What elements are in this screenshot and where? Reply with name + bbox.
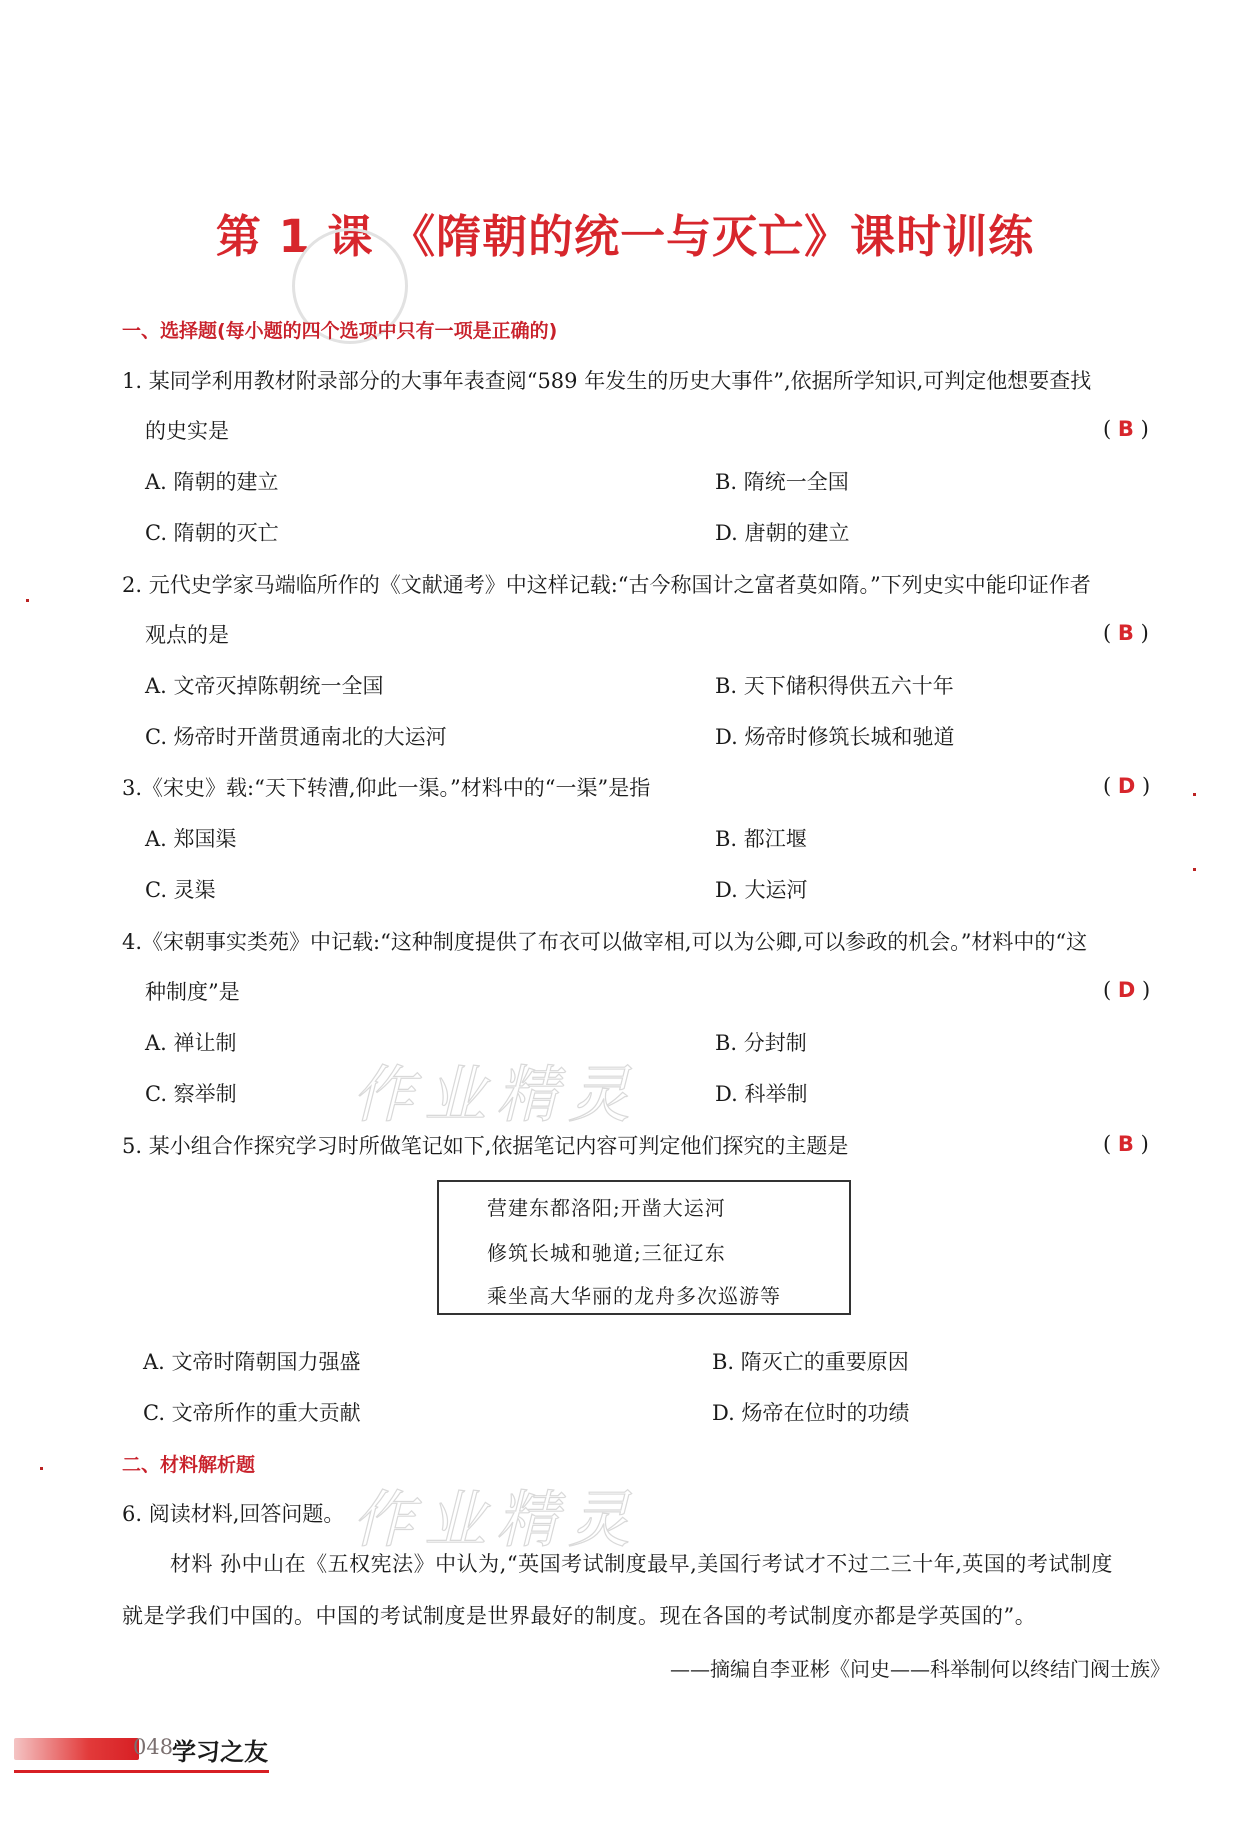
option-b: B. 分封制 [715, 1031, 807, 1055]
footer-rule [14, 1770, 269, 1773]
question-2-answer: ( B ) [1103, 621, 1149, 645]
material-text: 材料 孙中山在《五权宪法》中认为,“英国考试制度最早,美国行考试才不过二三十年,英国的考试制度 [170, 1552, 1113, 1576]
watermark-text: 作业精灵 [352, 1483, 641, 1556]
section-heading-material: 二、材料解析题 [122, 1454, 256, 1476]
option-b: B. 天下储积得供五六十年 [715, 674, 954, 698]
footer-brand: 学习之友 [172, 1737, 268, 1766]
option-d: D. 炀帝时修筑长城和驰道 [715, 725, 955, 749]
option-b: B. 都江堰 [715, 827, 807, 851]
option-c: C. 察举制 [145, 1082, 237, 1106]
question-5-answer: ( B ) [1103, 1132, 1149, 1156]
question-1-text-cont: 的史实是 [145, 419, 229, 443]
option-b: B. 隋统一全国 [715, 470, 849, 494]
page-title: 第 1 课 《隋朝的统一与灭亡》课时训练 [215, 210, 1035, 263]
footer-decoration [14, 1738, 139, 1760]
answer-letter: D [1117, 978, 1136, 1002]
answer-letter: D [1117, 774, 1136, 798]
note-line: 修筑长城和驰道;三征辽东 [487, 1241, 726, 1265]
material-text-cont: 就是学我们中国的。中国的考试制度是世界最好的制度。现在各国的考试制度亦都是学英国的”。 [122, 1604, 1037, 1628]
option-b: B. 隋灭亡的重要原因 [712, 1350, 909, 1374]
question-4-answer: ( D ) [1103, 978, 1151, 1002]
option-d: D. 科举制 [715, 1082, 808, 1106]
option-a: A. 郑国渠 [145, 827, 237, 851]
scan-mark [26, 599, 29, 602]
question-2-text-cont: 观点的是 [145, 623, 229, 647]
question-6-text: 6. 阅读材料,回答问题。 [122, 1502, 345, 1526]
answer-letter: B [1117, 1132, 1134, 1156]
question-4-text-cont: 种制度”是 [145, 980, 240, 1004]
scan-mark [1193, 868, 1196, 871]
question-3-text: 3.《宋史》载:“天下转漕,仰此一渠。”材料中的“一渠”是指 [122, 776, 651, 800]
option-c: C. 炀帝时开凿贯通南北的大运河 [145, 725, 447, 749]
option-a: A. 隋朝的建立 [145, 470, 279, 494]
option-d: D. 炀帝在位时的功绩 [712, 1401, 910, 1425]
material-source: ——摘编自李亚彬《问史——科举制何以终结门阀士族》 [670, 1657, 1170, 1681]
option-a: A. 文帝灭掉陈朝统一全国 [145, 674, 384, 698]
option-d: D. 唐朝的建立 [715, 521, 850, 545]
question-2-text: 2. 元代史学家马端临所作的《文献通考》中这样记载:“古今称国计之富者莫如隋。”下列史实中能印证作者 [122, 573, 1091, 597]
option-a: A. 文帝时隋朝国力强盛 [143, 1350, 361, 1374]
question-5-text: 5. 某小组合作探究学习时所做笔记如下,依据笔记内容可判定他们探究的主题是 [122, 1134, 849, 1158]
question-4-text: 4.《宋朝事实类苑》中记载:“这种制度提供了布衣可以做宰相,可以为公卿,可以参政的机会。”材料中的“这 [122, 930, 1088, 954]
note-line: 营建东都洛阳;开凿大运河 [487, 1196, 726, 1220]
option-d: D. 大运河 [715, 878, 808, 902]
scan-mark [1193, 793, 1196, 796]
answer-letter: B [1117, 621, 1134, 645]
option-a: A. 禅让制 [145, 1031, 237, 1055]
question-1-answer: ( B ) [1103, 417, 1149, 441]
scan-mark [40, 1467, 43, 1470]
option-c: C. 灵渠 [145, 878, 216, 902]
study-notes-box [437, 1180, 851, 1315]
answer-letter: B [1117, 417, 1134, 441]
section-heading-choice: 一、选择题(每小题的四个选项中只有一项是正确的) [122, 320, 558, 342]
note-line: 乘坐高大华丽的龙舟多次巡游等 [487, 1284, 781, 1308]
question-3-answer: ( D ) [1103, 774, 1151, 798]
option-c: C. 隋朝的灭亡 [145, 521, 279, 545]
option-c: C. 文帝所作的重大贡献 [143, 1401, 361, 1425]
watermark-text: 作业精灵 [352, 1058, 641, 1131]
question-1-text: 1. 某同学利用教材附录部分的大事年表查阅“589 年发生的历史大事件”,依据所学知识,可判定他想要查找 [122, 369, 1092, 393]
page-number: 048 [133, 1735, 174, 1759]
